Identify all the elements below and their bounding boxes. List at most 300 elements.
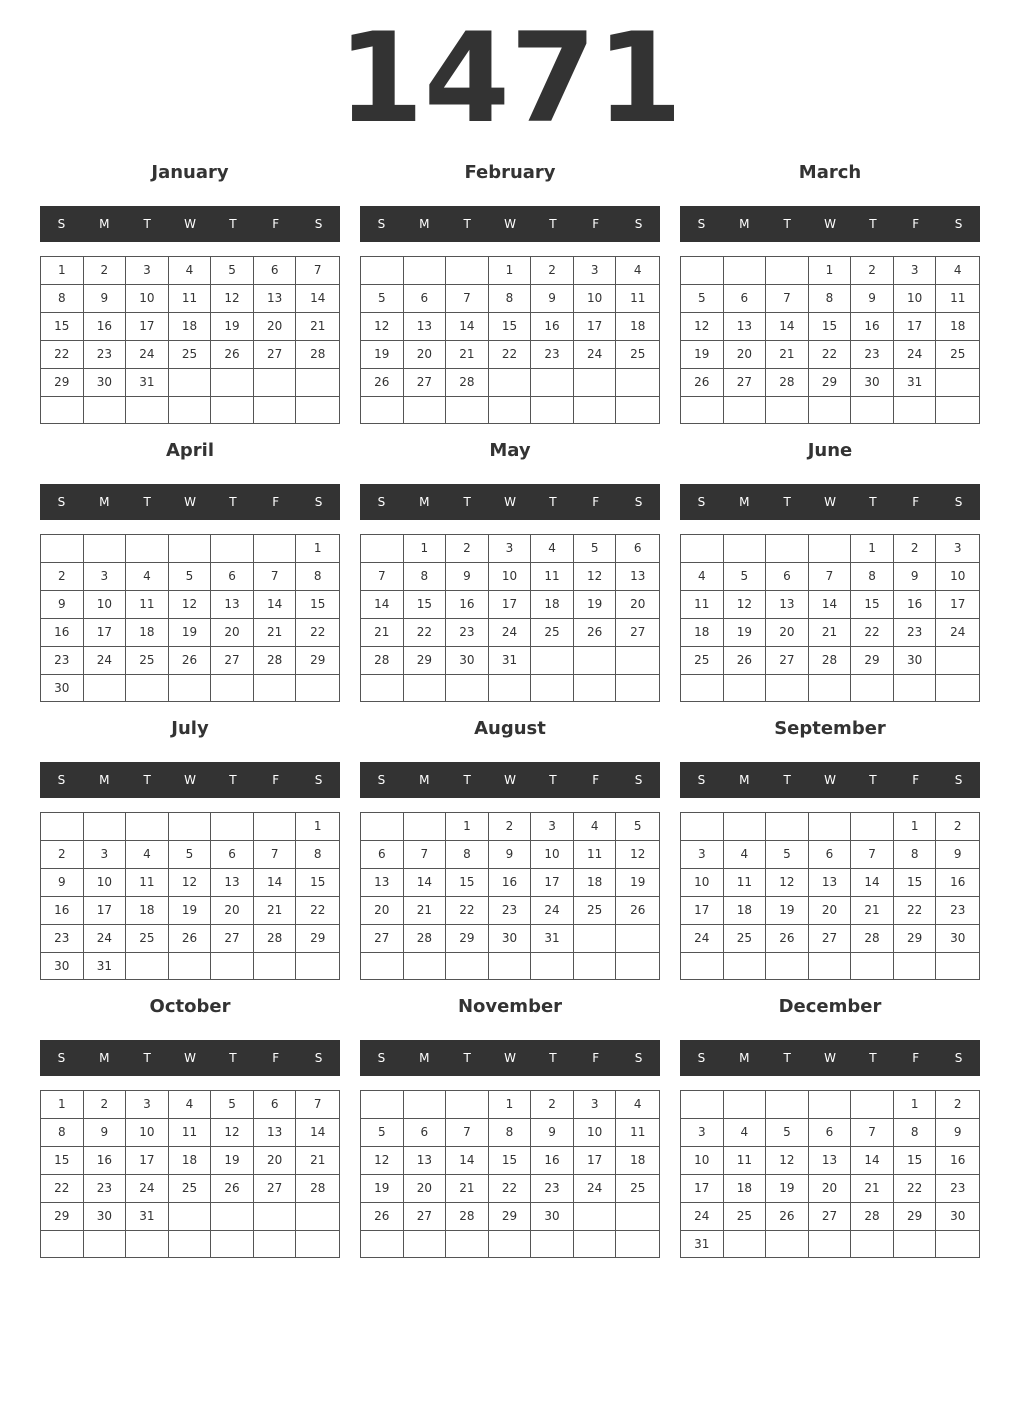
day-cell: 29 xyxy=(489,1203,532,1231)
day-cell: 21 xyxy=(361,619,404,647)
weekday-label: T xyxy=(783,217,791,231)
day-cell: 17 xyxy=(126,1147,169,1175)
day-cell: 19 xyxy=(766,1175,809,1203)
empty-day-cell xyxy=(531,1231,574,1257)
empty-day-cell xyxy=(851,1231,894,1258)
empty-day-cell xyxy=(489,397,532,423)
empty-day-cell xyxy=(616,397,659,423)
day-cell: 11 xyxy=(724,869,767,897)
day-cell: 21 xyxy=(851,1175,894,1203)
day-cell: 3 xyxy=(84,841,127,869)
day-cell: 14 xyxy=(851,869,894,897)
weekday-label: S xyxy=(314,217,323,231)
days-grid xyxy=(680,1090,980,1258)
weekday-label: T xyxy=(143,217,151,231)
day-cell: 16 xyxy=(936,1147,979,1175)
weekday-label: S xyxy=(314,773,323,787)
day-cell: 28 xyxy=(254,647,297,675)
empty-day-cell xyxy=(404,1091,447,1119)
day-cell: 7 xyxy=(254,563,297,591)
weekday-label: S xyxy=(377,773,386,787)
weekday-label: M xyxy=(739,495,750,509)
day-cell: 10 xyxy=(681,1147,724,1175)
empty-day-cell xyxy=(169,813,212,841)
empty-day-cell xyxy=(616,925,659,953)
day-cell: 22 xyxy=(41,1175,84,1203)
day-cell: 24 xyxy=(574,1175,617,1203)
day-cell: 31 xyxy=(489,647,532,675)
days-grid xyxy=(40,256,340,424)
weekday-header xyxy=(680,206,980,242)
day-cell: 8 xyxy=(809,285,852,313)
weekday-label: M xyxy=(99,217,110,231)
day-cell: 23 xyxy=(936,897,979,925)
day-cell: 14 xyxy=(361,591,404,619)
weekday-header xyxy=(680,484,980,520)
days-grid xyxy=(680,812,980,980)
day-cell: 9 xyxy=(851,285,894,313)
day-cell: 8 xyxy=(446,841,489,869)
empty-day-cell xyxy=(296,397,339,423)
day-cell: 22 xyxy=(851,619,894,647)
day-cell: 17 xyxy=(894,313,937,341)
weekday-header xyxy=(360,484,660,520)
weekday-header xyxy=(40,1040,340,1076)
month-name: January xyxy=(151,162,229,183)
empty-day-cell xyxy=(254,369,297,397)
empty-day-cell xyxy=(531,953,574,979)
weekday-label: F xyxy=(592,773,600,787)
day-cell: 21 xyxy=(296,1147,339,1175)
day-cell: 30 xyxy=(84,1203,127,1231)
empty-day-cell xyxy=(296,369,339,397)
day-cell: 5 xyxy=(169,563,212,591)
empty-day-cell xyxy=(84,1231,127,1257)
day-cell: 4 xyxy=(531,535,574,563)
day-cell: 26 xyxy=(681,369,724,397)
empty-day-cell xyxy=(724,813,767,841)
day-cell: 14 xyxy=(254,591,297,619)
day-cell: 26 xyxy=(169,647,212,675)
empty-day-cell xyxy=(936,1231,979,1258)
weekday-label: F xyxy=(272,1051,280,1065)
day-cell: 16 xyxy=(851,313,894,341)
empty-day-cell xyxy=(361,675,404,701)
empty-day-cell xyxy=(724,1231,767,1258)
empty-day-cell xyxy=(574,1231,617,1257)
empty-day-cell xyxy=(361,953,404,979)
day-cell: 25 xyxy=(531,619,574,647)
day-cell: 2 xyxy=(446,535,489,563)
day-cell: 13 xyxy=(211,591,254,619)
empty-day-cell xyxy=(126,675,169,702)
day-cell: 5 xyxy=(766,1119,809,1147)
day-cell: 5 xyxy=(169,841,212,869)
day-cell: 7 xyxy=(361,563,404,591)
day-cell: 28 xyxy=(254,925,297,953)
empty-day-cell xyxy=(254,813,297,841)
day-cell: 10 xyxy=(84,869,127,897)
month-name: July xyxy=(171,718,209,739)
weekday-label: T xyxy=(549,773,557,787)
day-cell: 6 xyxy=(809,841,852,869)
day-cell: 16 xyxy=(936,869,979,897)
day-cell: 13 xyxy=(254,1119,297,1147)
day-cell: 9 xyxy=(936,841,979,869)
empty-day-cell xyxy=(211,369,254,397)
month-august xyxy=(360,712,660,982)
empty-day-cell xyxy=(851,397,894,423)
weekday-label: S xyxy=(57,495,66,509)
empty-day-cell xyxy=(126,535,169,563)
weekday-label: T xyxy=(869,1051,877,1065)
day-cell: 8 xyxy=(894,1119,937,1147)
month-december xyxy=(680,990,980,1260)
day-cell: 24 xyxy=(84,647,127,675)
month-name: June xyxy=(807,440,853,461)
empty-day-cell xyxy=(724,257,767,285)
month-march xyxy=(680,156,980,426)
day-cell: 28 xyxy=(446,1203,489,1231)
day-cell: 31 xyxy=(84,953,127,980)
day-cell: 25 xyxy=(126,925,169,953)
day-cell: 2 xyxy=(41,563,84,591)
day-cell: 18 xyxy=(169,313,212,341)
day-cell: 3 xyxy=(489,535,532,563)
empty-day-cell xyxy=(296,675,339,702)
weekday-label: F xyxy=(272,773,280,787)
day-cell: 18 xyxy=(531,591,574,619)
day-cell: 16 xyxy=(84,1147,127,1175)
month-name: April xyxy=(165,440,215,461)
empty-day-cell xyxy=(211,1203,254,1231)
day-cell: 15 xyxy=(296,591,339,619)
empty-day-cell xyxy=(809,397,852,423)
empty-day-cell xyxy=(616,1203,659,1231)
weekday-label: F xyxy=(912,495,920,509)
day-cell: 18 xyxy=(616,1147,659,1175)
weekday-label: W xyxy=(504,1051,516,1065)
day-cell: 14 xyxy=(446,313,489,341)
day-cell: 19 xyxy=(766,897,809,925)
empty-day-cell xyxy=(126,813,169,841)
day-cell: 25 xyxy=(724,925,767,953)
day-cell: 29 xyxy=(41,369,84,397)
day-cell: 29 xyxy=(894,925,937,953)
day-cell: 11 xyxy=(616,1119,659,1147)
day-cell: 18 xyxy=(724,1175,767,1203)
weekday-label: W xyxy=(504,217,516,231)
day-cell: 25 xyxy=(169,1175,212,1203)
day-cell: 17 xyxy=(489,591,532,619)
weekday-label: S xyxy=(697,1051,706,1065)
day-cell: 22 xyxy=(894,1175,937,1203)
day-cell: 10 xyxy=(574,285,617,313)
day-cell: 14 xyxy=(446,1147,489,1175)
empty-day-cell xyxy=(681,953,724,979)
day-cell: 30 xyxy=(41,953,84,980)
day-cell: 30 xyxy=(851,369,894,397)
empty-day-cell xyxy=(169,397,212,423)
day-cell: 12 xyxy=(361,313,404,341)
weekday-label: F xyxy=(592,217,600,231)
month-name: March xyxy=(798,162,862,183)
day-cell: 2 xyxy=(489,813,532,841)
day-cell: 24 xyxy=(894,341,937,369)
empty-day-cell xyxy=(894,675,937,701)
weekday-label: S xyxy=(697,495,706,509)
day-cell: 19 xyxy=(616,869,659,897)
day-cell: 4 xyxy=(936,257,979,285)
weekday-label: W xyxy=(824,773,836,787)
day-cell: 18 xyxy=(126,619,169,647)
day-cell: 15 xyxy=(809,313,852,341)
empty-day-cell xyxy=(616,647,659,675)
empty-day-cell xyxy=(254,1203,297,1231)
weekday-header xyxy=(680,762,980,798)
day-cell: 7 xyxy=(446,1119,489,1147)
weekday-label: W xyxy=(824,1051,836,1065)
day-cell: 30 xyxy=(531,1203,574,1231)
day-cell: 13 xyxy=(404,1147,447,1175)
empty-day-cell xyxy=(126,953,169,980)
day-cell: 29 xyxy=(894,1203,937,1231)
day-cell: 25 xyxy=(169,341,212,369)
empty-day-cell xyxy=(84,397,127,423)
empty-day-cell xyxy=(296,1203,339,1231)
empty-day-cell xyxy=(489,953,532,979)
weekday-label: S xyxy=(57,773,66,787)
day-cell: 3 xyxy=(681,1119,724,1147)
empty-day-cell xyxy=(211,397,254,423)
day-cell: 10 xyxy=(126,1119,169,1147)
day-cell: 28 xyxy=(851,925,894,953)
day-cell: 14 xyxy=(851,1147,894,1175)
days-grid xyxy=(360,812,660,980)
day-cell: 19 xyxy=(574,591,617,619)
empty-day-cell xyxy=(361,1231,404,1257)
day-cell: 3 xyxy=(531,813,574,841)
day-cell: 11 xyxy=(126,869,169,897)
day-cell: 22 xyxy=(894,897,937,925)
weekday-label: F xyxy=(272,495,280,509)
weekday-label: T xyxy=(143,495,151,509)
day-cell: 22 xyxy=(41,341,84,369)
empty-day-cell xyxy=(126,1231,169,1257)
day-cell: 29 xyxy=(41,1203,84,1231)
weekday-label: W xyxy=(184,495,196,509)
day-cell: 4 xyxy=(681,563,724,591)
day-cell: 7 xyxy=(851,841,894,869)
day-cell: 10 xyxy=(126,285,169,313)
weekday-label: S xyxy=(697,773,706,787)
day-cell: 29 xyxy=(404,647,447,675)
weekday-label: M xyxy=(739,1051,750,1065)
empty-day-cell xyxy=(724,675,767,701)
day-cell: 20 xyxy=(809,1175,852,1203)
day-cell: 8 xyxy=(296,841,339,869)
day-cell: 10 xyxy=(936,563,979,591)
day-cell: 11 xyxy=(169,1119,212,1147)
day-cell: 25 xyxy=(616,341,659,369)
empty-day-cell xyxy=(404,1231,447,1257)
day-cell: 10 xyxy=(681,869,724,897)
weekday-label: T xyxy=(463,495,471,509)
empty-day-cell xyxy=(574,1203,617,1231)
day-cell: 6 xyxy=(254,1091,297,1119)
day-cell: 17 xyxy=(84,897,127,925)
day-cell: 1 xyxy=(809,257,852,285)
weekday-label: T xyxy=(869,217,877,231)
empty-day-cell xyxy=(766,397,809,423)
empty-day-cell xyxy=(169,1231,212,1257)
day-cell: 12 xyxy=(574,563,617,591)
day-cell: 1 xyxy=(41,257,84,285)
day-cell: 24 xyxy=(126,1175,169,1203)
empty-day-cell xyxy=(574,925,617,953)
weekday-label: T xyxy=(783,1051,791,1065)
day-cell: 22 xyxy=(446,897,489,925)
day-cell: 29 xyxy=(296,647,339,675)
weekday-label: S xyxy=(954,773,963,787)
days-grid xyxy=(360,1090,660,1258)
weekday-label: S xyxy=(57,217,66,231)
day-cell: 14 xyxy=(809,591,852,619)
day-cell: 4 xyxy=(169,257,212,285)
empty-day-cell xyxy=(211,813,254,841)
weekday-label: W xyxy=(184,773,196,787)
empty-day-cell xyxy=(404,953,447,979)
month-june xyxy=(680,434,980,704)
empty-day-cell xyxy=(616,675,659,701)
empty-day-cell xyxy=(724,397,767,423)
day-cell: 11 xyxy=(681,591,724,619)
empty-day-cell xyxy=(574,953,617,979)
weekday-label: T xyxy=(869,495,877,509)
day-cell: 13 xyxy=(616,563,659,591)
weekday-label: T xyxy=(783,495,791,509)
day-cell: 24 xyxy=(489,619,532,647)
day-cell: 31 xyxy=(531,925,574,953)
day-cell: 11 xyxy=(616,285,659,313)
day-cell: 17 xyxy=(126,313,169,341)
month-january xyxy=(40,156,340,426)
day-cell: 29 xyxy=(296,925,339,953)
empty-day-cell xyxy=(531,647,574,675)
day-cell: 12 xyxy=(211,1119,254,1147)
weekday-label: T xyxy=(783,773,791,787)
empty-day-cell xyxy=(574,675,617,701)
empty-day-cell xyxy=(126,397,169,423)
empty-day-cell xyxy=(574,647,617,675)
weekday-label: S xyxy=(377,1051,386,1065)
empty-day-cell xyxy=(489,369,532,397)
day-cell: 12 xyxy=(361,1147,404,1175)
empty-day-cell xyxy=(724,1091,767,1119)
day-cell: 15 xyxy=(41,1147,84,1175)
day-cell: 2 xyxy=(84,257,127,285)
day-cell: 27 xyxy=(404,369,447,397)
day-cell: 8 xyxy=(851,563,894,591)
weekday-label: W xyxy=(824,217,836,231)
day-cell: 11 xyxy=(169,285,212,313)
empty-day-cell xyxy=(254,535,297,563)
day-cell: 12 xyxy=(616,841,659,869)
weekday-header xyxy=(360,206,660,242)
empty-day-cell xyxy=(681,397,724,423)
day-cell: 3 xyxy=(84,563,127,591)
empty-day-cell xyxy=(766,675,809,701)
day-cell: 15 xyxy=(851,591,894,619)
empty-day-cell xyxy=(574,369,617,397)
empty-day-cell xyxy=(894,953,937,979)
empty-day-cell xyxy=(531,369,574,397)
day-cell: 8 xyxy=(296,563,339,591)
weekday-label: M xyxy=(99,495,110,509)
weekday-label: S xyxy=(634,773,643,787)
day-cell: 26 xyxy=(616,897,659,925)
day-cell: 2 xyxy=(851,257,894,285)
empty-day-cell xyxy=(254,953,297,980)
day-cell: 15 xyxy=(404,591,447,619)
day-cell: 28 xyxy=(404,925,447,953)
month-july xyxy=(40,712,340,982)
weekday-label: S xyxy=(314,1051,323,1065)
days-grid xyxy=(40,534,340,702)
weekday-label: M xyxy=(99,773,110,787)
empty-day-cell xyxy=(404,813,447,841)
weekday-label: T xyxy=(229,1051,237,1065)
day-cell: 10 xyxy=(84,591,127,619)
day-cell: 24 xyxy=(574,341,617,369)
day-cell: 13 xyxy=(254,285,297,313)
day-cell: 15 xyxy=(489,313,532,341)
day-cell: 9 xyxy=(531,1119,574,1147)
day-cell: 14 xyxy=(404,869,447,897)
day-cell: 6 xyxy=(809,1119,852,1147)
day-cell: 12 xyxy=(169,869,212,897)
empty-day-cell xyxy=(446,257,489,285)
empty-day-cell xyxy=(361,813,404,841)
day-cell: 12 xyxy=(766,1147,809,1175)
day-cell: 12 xyxy=(681,313,724,341)
weekday-header xyxy=(40,206,340,242)
day-cell: 26 xyxy=(211,341,254,369)
day-cell: 7 xyxy=(766,285,809,313)
weekday-label: S xyxy=(634,495,643,509)
day-cell: 31 xyxy=(894,369,937,397)
day-cell: 17 xyxy=(84,619,127,647)
day-cell: 26 xyxy=(766,1203,809,1231)
weekday-label: T xyxy=(549,217,557,231)
day-cell: 8 xyxy=(41,1119,84,1147)
empty-day-cell xyxy=(531,675,574,701)
day-cell: 10 xyxy=(531,841,574,869)
day-cell: 4 xyxy=(169,1091,212,1119)
day-cell: 14 xyxy=(296,1119,339,1147)
day-cell: 3 xyxy=(894,257,937,285)
day-cell: 2 xyxy=(531,1091,574,1119)
weekday-label: T xyxy=(229,495,237,509)
empty-day-cell xyxy=(851,675,894,701)
weekday-label: F xyxy=(272,217,280,231)
day-cell: 19 xyxy=(211,1147,254,1175)
weekday-label: S xyxy=(57,1051,66,1065)
day-cell: 24 xyxy=(84,925,127,953)
day-cell: 6 xyxy=(766,563,809,591)
day-cell: 30 xyxy=(936,925,979,953)
weekday-label: S xyxy=(634,217,643,231)
